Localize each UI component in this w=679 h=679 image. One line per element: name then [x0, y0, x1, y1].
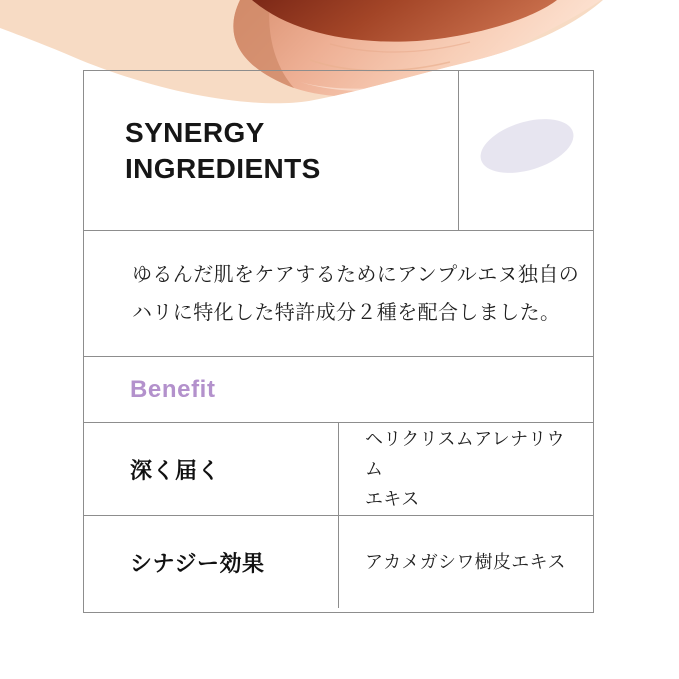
- ingredients-card: [83, 70, 594, 613]
- decoration-cell: [459, 71, 593, 230]
- ingredient-name: [339, 423, 593, 515]
- table-row: [84, 516, 593, 608]
- ingredient-benefit-label: 深く届く: [84, 423, 339, 515]
- description-row: [84, 231, 593, 357]
- description-line-1: ゆるんだ肌をケアするためにアンプルエヌ独自の: [132, 263, 580, 286]
- card-header-row: [84, 71, 593, 231]
- title-line-2: INGREDIENTS: [125, 152, 321, 184]
- table-row: [84, 423, 593, 516]
- benefit-row: [84, 357, 593, 423]
- benefit-label: Benefit: [130, 375, 216, 403]
- ingredient-name: [339, 516, 593, 608]
- section-title: [84, 71, 459, 230]
- ingredient-benefit-label: シナジー効果: [84, 516, 339, 608]
- ingredient-name-line-1: ヘリクリスムアレナリウム: [365, 429, 565, 479]
- ingredient-name-line-1: アカメガシワ樹皮エキス: [365, 552, 566, 572]
- lavender-ellipse-shape: [474, 109, 580, 183]
- description-line-2: ハリに特化した特許成分２種を配合しました。: [132, 301, 561, 324]
- title-line-1: SYNERGY: [125, 116, 265, 148]
- ingredient-name-line-2: エキス: [365, 489, 420, 509]
